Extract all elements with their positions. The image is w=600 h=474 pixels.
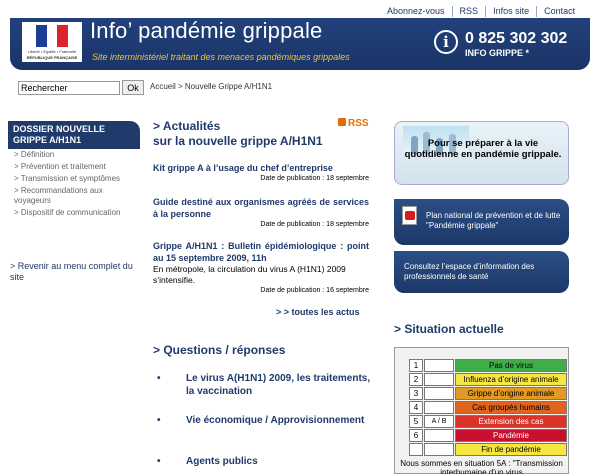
question-item[interactable] [157,414,377,427]
sidebar-back-link[interactable]: > Revenir au menu complet du site [10,261,133,282]
news-title[interactable]: Kit grippe A à l’usage du chef d’entreprise [153,163,333,173]
level-label: Cas groupés humains [455,401,567,414]
news-heading [153,119,323,149]
bullet-icon: • [157,456,161,467]
topnav-rss-link[interactable]: RSS [452,6,486,17]
level-number: 2 [409,373,423,386]
level-label: Grippe d’origine animale [455,387,567,400]
top-nav [380,6,582,17]
search-button[interactable]: Ok [122,80,144,95]
plan-national-label: Plan national de prévention et de lutte "Pandémie grippale" [426,211,561,230]
bullet-icon: • [157,415,161,426]
situation-note: Nous sommes en situation 5A : "Transmission interhumaine d'un virus [400,459,563,474]
level-row [409,359,557,372]
level-number: 6 [409,429,423,442]
news-title[interactable]: Grippe A/H1N1 : Bulletin épidémiologique : point au 15 septembre 2009, 11h [153,241,369,263]
level-label: Influenza d’origine animale [455,373,567,386]
news-item [153,240,369,295]
situation-heading: > Situation actuelle [394,322,504,336]
level-phase [424,387,454,400]
level-row [409,415,557,428]
level-row [409,443,557,456]
level-number: 5 [409,415,423,428]
situation-table [394,347,569,474]
phone-number: 0 825 302 302 [465,30,568,47]
level-row [409,401,557,414]
logo-republic: RÉPUBLIQUE FRANÇAISE [26,55,78,60]
site-subtitle: Site interministériel traitant des menaces pandémiques grippales [92,52,350,62]
level-phase [424,359,454,372]
level-number [409,443,423,456]
news-heading-line2: sur la nouvelle grippe A/H1N1 [153,134,323,148]
level-label: Pandémie [455,429,567,442]
level-number: 3 [409,387,423,400]
news-body: En métropole, la circulation du virus A (H1N1) 2009 s’intensifie. [153,264,346,285]
question-label[interactable]: Agents publics [186,456,258,467]
promo-banner[interactable] [394,121,569,185]
news-item [153,162,369,183]
level-label: Extension des cas [455,415,567,428]
plan-national-button[interactable] [394,199,569,245]
rss-link[interactable] [338,118,369,129]
rss-icon [338,118,346,126]
phone-label: INFO GRIPPE * [465,48,530,58]
info-icon: i [434,30,458,54]
level-phase [424,443,454,456]
question-item[interactable] [157,372,377,398]
republique-logo[interactable] [22,22,82,62]
level-row [409,429,557,442]
sidebar-item-communication[interactable]: > Dispositif de communication [14,208,121,217]
level-phase [424,373,454,386]
level-label: Fin de pandémie [455,443,567,456]
header-banner [10,18,590,70]
bullet-icon: • [157,373,161,384]
topnav-subscribe-link[interactable]: Abonnez-vous [387,6,445,16]
pdf-icon [402,206,417,225]
question-label[interactable]: Vie économique / Approvisionnement [186,415,365,426]
search-input[interactable] [18,81,120,95]
rss-label: RSS [348,118,369,129]
level-number: 4 [409,401,423,414]
level-label: Pas de virus [455,359,567,372]
level-row [409,387,557,400]
level-phase [424,429,454,442]
french-flag-icon [36,25,68,47]
question-label[interactable]: Le virus A(H1N1) 2009, les traitements, la vaccination [186,373,371,397]
level-number: 1 [409,359,423,372]
logo-motto: Liberté • Égalité • Fraternité [27,49,77,54]
sidebar-item-transmission[interactable]: > Transmission et symptômes [14,174,121,183]
level-phase: A / B [424,415,454,428]
site-title[interactable]: Info’ pandémie grippale [90,18,323,43]
professionals-label: Consultez l’espace d’information des professionnels de santé [404,262,535,281]
promo-text: Pour se préparer à la vie quotidienne en pandémie grippale. [404,138,562,160]
topnav-info-link[interactable]: Infos site [485,6,536,17]
question-item[interactable] [157,455,377,468]
topnav-contact-link[interactable]: Contact [536,6,582,17]
questions-heading: > Questions / réponses [153,343,286,357]
news-date: Date de publication : 16 septembre [260,287,369,294]
professionals-button[interactable] [394,251,569,293]
sidebar-menu [14,149,140,219]
sidebar-item-prevention[interactable]: > Prévention et traitement [14,162,106,171]
level-phase [424,401,454,414]
sidebar-title[interactable]: DOSSIER NOUVELLE GRIPPE A/H1N1 [8,121,140,149]
news-date: Date de publication : 18 septembre [260,175,369,182]
news-item [153,196,369,229]
breadcrumb[interactable]: Accueil > Nouvelle Grippe A/H1N1 [150,82,273,91]
sidebar-item-definition[interactable]: > Définition [14,150,55,159]
level-row [409,373,557,386]
news-heading-line1: > Actualités [153,119,221,133]
news-title[interactable]: Guide destiné aux organismes agréés de services à la personne [153,197,369,219]
all-news-link[interactable]: > > toutes les actus [276,307,360,317]
news-date: Date de publication : 18 septembre [260,221,369,228]
sidebar-item-voyageurs[interactable]: > Recommandations aux voyageurs [14,186,103,205]
